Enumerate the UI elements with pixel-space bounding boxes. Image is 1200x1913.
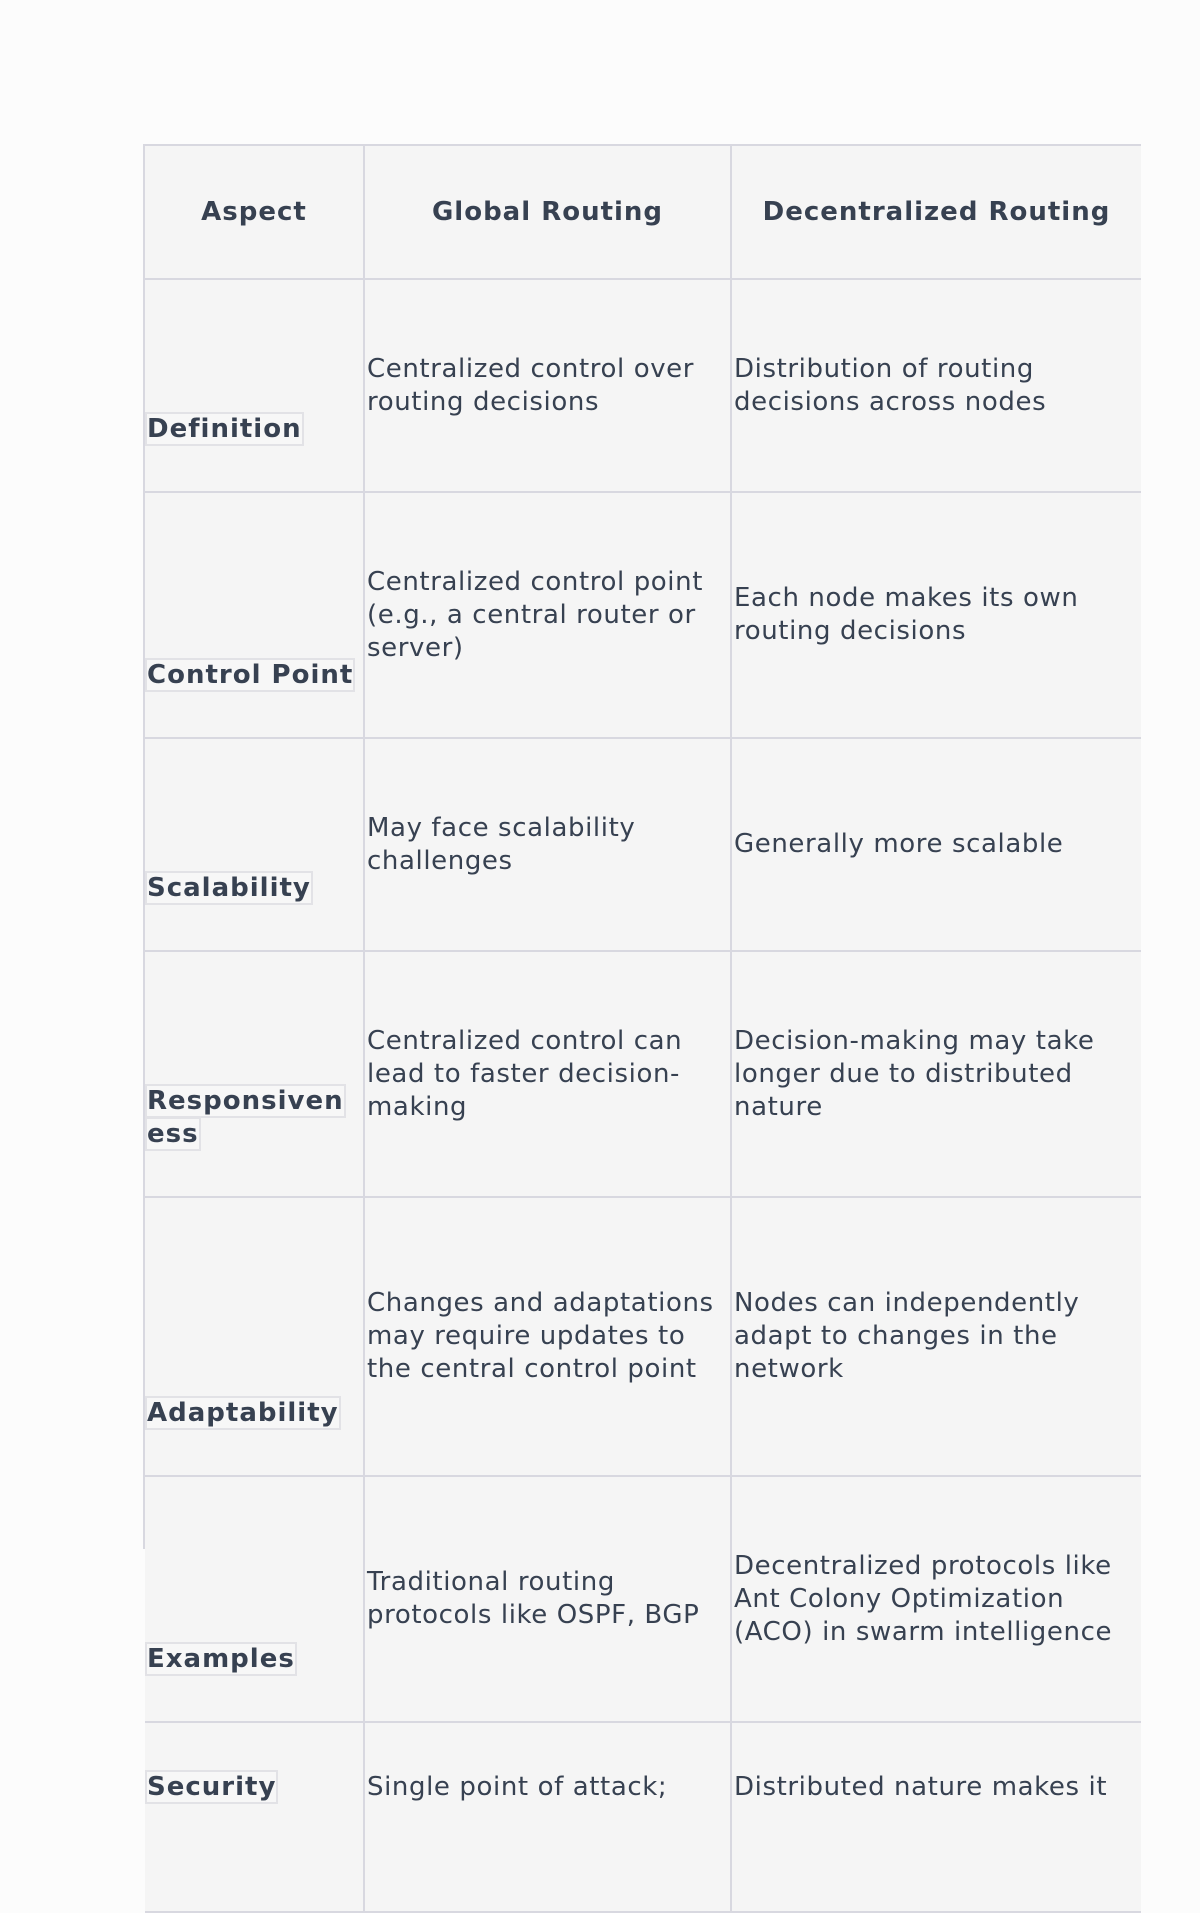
aspect-cell (145, 951, 364, 1197)
aspect-cell (145, 1476, 364, 1722)
global-routing-cell: Centralized control can lead to faster decision-making (364, 951, 731, 1197)
table-row (145, 1722, 1141, 1912)
aspect-label: Control Point (147, 660, 354, 690)
header-global-routing: Global Routing (364, 146, 731, 279)
decentralized-routing-cell: Decision-making may take longer due to distributed nature (731, 951, 1141, 1197)
decentralized-routing-cell: Distribution of routing decisions across nodes (731, 279, 1141, 492)
decentralized-routing-cell: Generally more scalable (731, 738, 1141, 951)
global-routing-cell: Changes and adaptations may require updates to the central control point (364, 1197, 731, 1476)
aspect-cell (145, 738, 364, 951)
aspect-label: Security (147, 1772, 277, 1802)
global-routing-cell: May face scalability challenges (364, 738, 731, 951)
header-decentralized-routing: Decentralized Routing (731, 146, 1141, 279)
global-routing-cell: Traditional routing protocols like OSPF, BGP (364, 1476, 731, 1722)
decentralized-routing-cell: Nodes can independently adapt to changes in the network (731, 1197, 1141, 1476)
table-row (145, 492, 1141, 738)
header-aspect: Aspect (145, 146, 364, 279)
aspect-label: Adaptability (147, 1398, 339, 1428)
aspect-cell (145, 492, 364, 738)
table-row (145, 738, 1141, 951)
aspect-label: Scalability (147, 873, 311, 903)
decentralized-routing-cell: Decentralized protocols like Ant Colony Optimization (ACO) in swarm intelligence (731, 1476, 1141, 1722)
comparison-table (145, 146, 1141, 1913)
aspect-cell (145, 1197, 364, 1476)
aspect-label: Examples (147, 1644, 295, 1674)
table-row (145, 1197, 1141, 1476)
decentralized-routing-cell: Each node makes its own routing decisions (731, 492, 1141, 738)
global-routing-cell: Centralized control point (e.g., a central router or server) (364, 492, 731, 738)
aspect-label: Definition (147, 414, 302, 444)
global-routing-cell: Centralized control over routing decisions (364, 279, 731, 492)
table-row (145, 279, 1141, 492)
aspect-label: Responsiveness (147, 1086, 344, 1149)
table-row (145, 951, 1141, 1197)
table-row (145, 1476, 1141, 1722)
global-routing-cell: Single point of attack; (364, 1722, 731, 1912)
table-header-row (145, 146, 1141, 279)
aspect-cell (145, 1722, 364, 1912)
comparison-table-container (143, 144, 1141, 1802)
decentralized-routing-cell: Distributed nature makes it (731, 1722, 1141, 1912)
aspect-cell (145, 279, 364, 492)
